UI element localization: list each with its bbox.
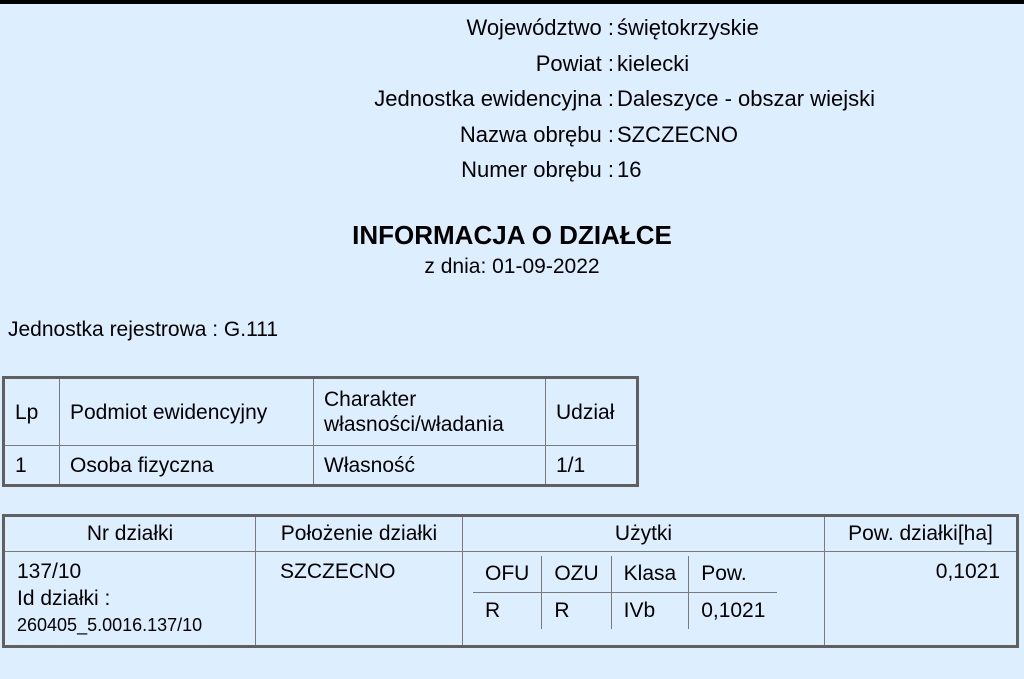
land-use-cell [463,552,825,647]
table-cell: Własność [314,446,546,486]
document-title: INFORMACJA O DZIAŁCE [352,220,672,250]
header-row [0,13,1024,49]
table-row [473,593,777,630]
header-label: Numer obrębu : [461,157,614,182]
header-value: 16 [617,157,642,182]
header-label: Nazwa obrębu : [459,121,614,147]
parcel-location-cell [256,552,463,647]
header-label: Jednostka ewidencyjna : [374,86,614,111]
table-cell: 1/1 [546,446,638,486]
parcel-table [2,514,1019,648]
parcel-area: 0,1021 [935,560,1000,583]
column-header: Użytki [463,516,825,552]
header-row [0,120,1024,156]
land-use-header-row [473,556,777,593]
land-use-table [473,556,777,629]
column-header: Udział [546,378,638,446]
parcel-area-cell [825,552,1018,647]
column-header: Charakter własności/władania [314,378,546,446]
table-cell: R [542,593,611,630]
header-row [0,155,1024,191]
table-cell: 1 [4,446,60,486]
table-cell: R [485,599,501,622]
column-header: Położenie działki [256,516,463,552]
owners-table [2,376,639,487]
header-label: Województwo : [466,15,614,40]
column-header: Podmiot ewidencyjny [60,378,314,446]
header-value: Daleszyce - obszar wiejski [617,86,875,111]
parcel-id: 260405_5.0016.137/10 [17,615,203,635]
parcel-number: 137/10 [17,560,82,583]
owners-header-row [4,378,638,446]
registration-unit: Jednostka rejestrowa : G.111 [8,318,279,341]
document-date: z dnia: 01-09-2022 [424,255,600,278]
location-header [0,13,1024,191]
column-header: Klasa [611,556,689,593]
column-header: Pow. [689,556,778,593]
header-value: SZCZECNO [617,121,738,147]
header-value: świętokrzyskie [617,15,759,40]
column-header: OFU [473,556,542,593]
column-header: Pow. działki[ha] [825,516,1018,552]
table-cell: 0,1021 [689,593,778,630]
parcel-number-cell [4,552,256,647]
header-row [0,49,1024,85]
column-header: OZU [542,556,611,593]
header-label: Powiat : [535,50,614,76]
table-row [4,446,638,486]
parcel-location: SZCZECNO [280,560,396,583]
table-cell: IVb [611,593,689,630]
parcel-header-row [4,516,1018,552]
top-border [0,0,1024,4]
parcel-id-label: Id działki : [17,587,111,610]
table-row [4,552,1018,647]
table-cell: Osoba fizyczna [60,446,314,486]
header-value: kielecki [617,50,690,76]
column-header: Nr działki [4,516,256,552]
column-header: Lp [4,378,60,446]
header-row [0,84,1024,120]
